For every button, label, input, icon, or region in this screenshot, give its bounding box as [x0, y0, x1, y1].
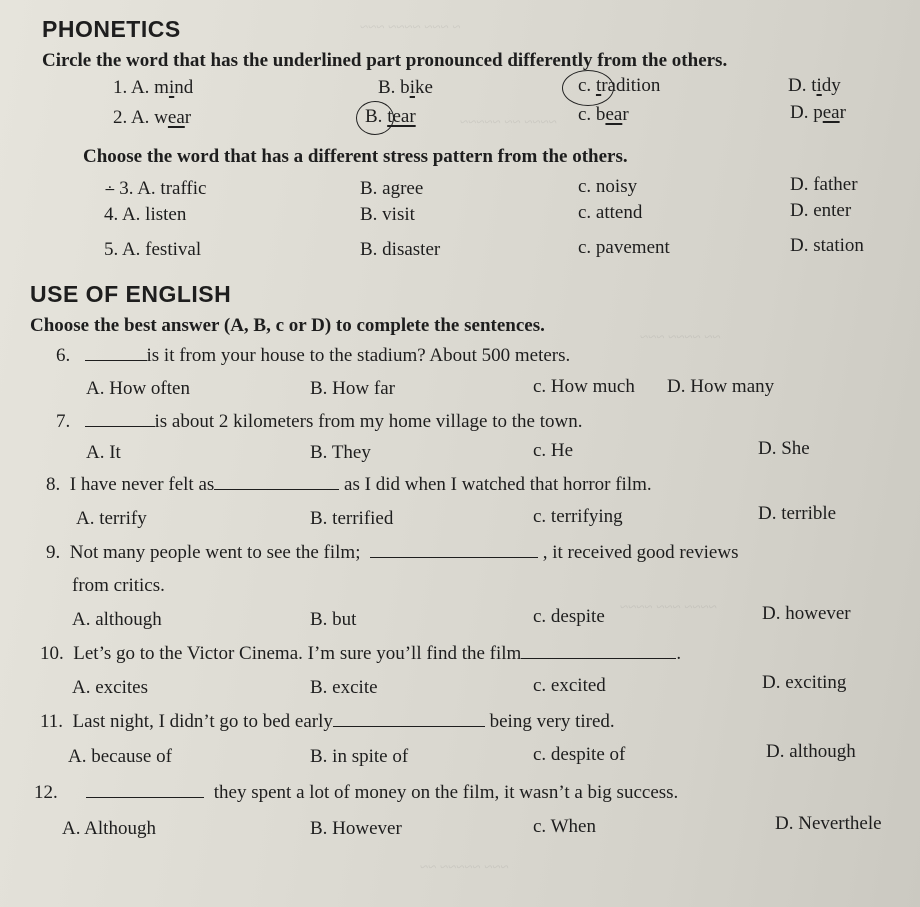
option-c[interactable]: c. When [533, 816, 596, 837]
option-c[interactable]: c. noisy [578, 176, 638, 197]
option-d[interactable]: D. although [766, 741, 856, 762]
option-d[interactable]: D. father [790, 174, 858, 195]
option-c[interactable]: c. He [533, 440, 574, 461]
option-d[interactable]: D. however [762, 603, 851, 624]
option-a[interactable]: A. excites [72, 677, 148, 698]
option-c[interactable]: c. How much [533, 376, 635, 397]
answer-circle-mark [562, 70, 614, 106]
question-4: 4. A. listen [104, 204, 187, 225]
option-c[interactable]: c. despite of [533, 744, 626, 765]
option-a[interactable]: A. although [72, 609, 162, 630]
question-11: 11. Last night, I didn’t go to bed early being very tired. [40, 711, 615, 732]
answer-blank[interactable] [521, 657, 676, 659]
option-d[interactable]: D. pear [790, 102, 846, 123]
option-b[interactable]: B. terrified [310, 508, 394, 529]
option-d[interactable]: D. station [790, 235, 864, 256]
question-1 [113, 77, 193, 99]
option-d[interactable]: D. How many [667, 376, 775, 397]
option-d[interactable]: D. She [758, 438, 810, 459]
answer-blank[interactable] [214, 488, 339, 490]
option-b[interactable]: B. However [310, 818, 402, 839]
question-8: 8. I have never felt as as I did when I watched that horror film. [46, 474, 652, 495]
question-number: 2. [113, 107, 128, 128]
bleed-through-text: ~ ~~~ ~~~~ ~~~ [360, 20, 461, 36]
bleed-through-text: ~~~~ ~~ ~~~~~ [460, 115, 557, 131]
option-a[interactable]: A. How often [86, 378, 190, 399]
question-10: 10. Let’s go to the Victor Cinema. I’m sure you’ll find the film . [40, 643, 682, 664]
option-c[interactable]: c. terrifying [533, 506, 623, 527]
bleed-through-text: ~~~~ ~~~ ~~~~ [620, 600, 717, 616]
option-b[interactable]: B. disaster [360, 239, 441, 260]
english-instruction: Choose the best answer (A, B, c or D) to complete the sentences. [30, 315, 545, 336]
option-d[interactable]: D. Neverthele [775, 813, 882, 834]
option-b[interactable]: B. visit [360, 204, 415, 225]
option-d[interactable]: D. terrible [758, 503, 837, 524]
option-d[interactable]: D. tidy [788, 75, 841, 96]
option-a[interactable]: A. Although [62, 818, 156, 839]
question-12: 12. they spent a lot of money on the film, it wasn’t a big success. [34, 782, 679, 803]
option-c[interactable]: c. despite [533, 606, 605, 627]
question-2 [113, 107, 191, 129]
answer-blank[interactable] [370, 556, 538, 558]
option-c[interactable]: c. tradition [578, 75, 661, 96]
option-a[interactable]: A. because of [68, 746, 172, 767]
option-a[interactable]: A. traffic [137, 178, 207, 199]
option-c[interactable]: c. attend [578, 202, 643, 223]
question-6: 6. is it from your house to the stadium? About 500 meters. [56, 345, 571, 366]
answer-blank[interactable] [86, 796, 204, 798]
option-b[interactable]: B. They [310, 442, 371, 463]
option-a[interactable]: A. listen [121, 204, 187, 225]
option-b[interactable]: B. How far [310, 378, 395, 399]
answer-circle-mark [356, 101, 394, 135]
question-number: 1. [113, 77, 128, 98]
option-a[interactable]: A. It [86, 442, 121, 463]
bleed-through-text: ~~~ ~~~~~ ~~ [420, 860, 509, 876]
option-b[interactable]: B. in spite of [310, 746, 409, 767]
option-b[interactable]: B. but [310, 609, 357, 630]
question-9: 9. Not many people went to see the film; , it received good reviews [46, 542, 739, 563]
question-5: 5. A. festival [104, 239, 202, 260]
answer-blank[interactable] [85, 359, 147, 361]
option-b[interactable]: B. tear [365, 106, 416, 127]
option-c[interactable]: c. pavement [578, 237, 670, 258]
option-a[interactable]: A. festival [121, 239, 202, 260]
option-a[interactable]: A. mind [130, 77, 194, 98]
answer-blank[interactable] [85, 425, 155, 427]
phonetics-heading: PHONETICS [42, 16, 181, 42]
option-b[interactable]: B. excite [310, 677, 378, 698]
question-3: ∸ 3. A. traffic [104, 178, 207, 199]
question-7: 7. is about 2 kilometers from my home village to the town. [56, 411, 583, 432]
english-heading: USE OF ENGLISH [30, 281, 232, 307]
option-b[interactable]: B. agree [360, 178, 424, 199]
option-c[interactable]: c. excited [533, 675, 606, 696]
question-9-continuation: from critics. [72, 575, 165, 596]
option-a[interactable]: A. wear [130, 107, 192, 128]
option-c[interactable]: c. bear [578, 104, 629, 125]
answer-blank[interactable] [333, 725, 485, 727]
phonetics-instruction: Circle the word that has the underlined part pronounced differently from the others. [42, 50, 728, 71]
bleed-through-text: ~~ ~~~~ ~~~ [640, 330, 721, 346]
option-d[interactable]: D. exciting [762, 672, 847, 693]
option-a[interactable]: A. terrify [76, 508, 147, 529]
stress-instruction: Choose the word that has a different stress pattern from the others. [83, 146, 628, 167]
option-b[interactable]: B. bike [378, 77, 433, 98]
option-d[interactable]: D. enter [790, 200, 852, 221]
